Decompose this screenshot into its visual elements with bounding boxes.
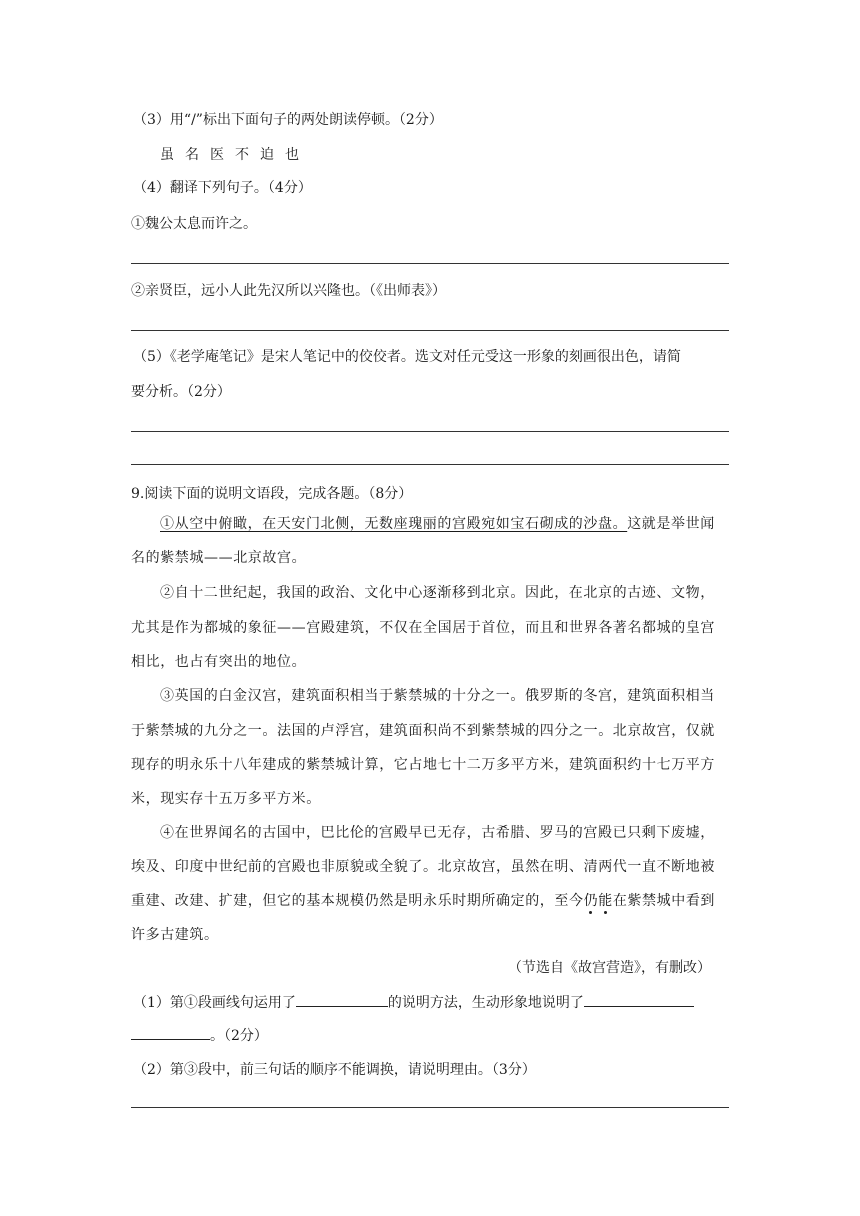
q9-paragraph4-line3 bbox=[131, 891, 715, 911]
q8-4-item1: ①魏公太息而许之。 bbox=[131, 216, 257, 232]
fill-blank-explanation[interactable] bbox=[584, 992, 694, 1007]
p4-line3-start: 重建、改建、扩建，但它的基本规模仍然是明永乐时期所确定的，至今 bbox=[131, 893, 584, 909]
q9-paragraph2-line1: ②自十二世纪起，我国的政治、文化中心逐渐移到北京。因此，在北京的古迹、文物， bbox=[160, 585, 715, 601]
q9-sub1 bbox=[133, 992, 694, 1013]
q9-paragraph4-line4: 许多古建筑。 bbox=[131, 927, 219, 943]
fill-blank-method[interactable] bbox=[296, 992, 388, 1007]
q9-source: （节选自《故宫营造》，有删改） bbox=[508, 960, 711, 976]
answer-line[interactable] bbox=[131, 431, 729, 432]
emphasis-dot-char: 能 bbox=[598, 893, 613, 909]
q9-paragraph4-line2: 埃及、印度中世纪前的宫殿也非原貌或全貌了。北京故宫，虽然在明、清两代一直不断地被 bbox=[131, 859, 715, 875]
q8-4-prompt: （4）翻译下列句子。（4分） bbox=[133, 180, 312, 196]
p4-line3-end: 在紫禁城中看到 bbox=[612, 893, 716, 909]
answer-line[interactable] bbox=[131, 330, 729, 331]
q9-paragraph1-line1 bbox=[160, 514, 715, 534]
q9-paragraph3-line3: 现存的明永乐十八年建成的紫禁城计算，它占地七十二万多平方米，建筑面积约十七万平方 bbox=[131, 757, 715, 773]
q9-paragraph3-line4: 米，现实存十五万多平方米。 bbox=[131, 791, 321, 807]
answer-line[interactable] bbox=[131, 263, 729, 264]
q9-paragraph4-line1: ④在世界闻名的古国中，巴比伦的宫殿早已无存，古希腊、罗马的宫殿已只剩下废墟， bbox=[160, 825, 715, 841]
q8-4-item2: ②亲贤臣，远小人此先汉所以兴隆也。（《出师表》） bbox=[131, 283, 446, 299]
q8-5-line1: （5）《老学庵笔记》是宋人笔记中的佼佼者。选文对任元受这一形象的刻画很出色，请简 bbox=[133, 349, 681, 365]
sub1-text-a: （1）第①段画线句运用了 bbox=[133, 995, 296, 1011]
q9-paragraph2-line2: 尤其是作为都城的象征——宫殿建筑，不仅在全国居于首位，而且和世界各著名都城的皇宫 bbox=[131, 620, 715, 636]
q8-3-prompt: （3）用“/”标出下面句子的两处朗读停顿。（2分） bbox=[133, 112, 443, 128]
underlined-sentence: ①从空中俯瞰，在天安门北侧，无数座瑰丽的宫殿宛如宝石砌成的沙盘。 bbox=[160, 516, 628, 532]
answer-line[interactable] bbox=[131, 464, 729, 465]
sub1-text-b: 的说明方法，生动形象地说明了 bbox=[387, 995, 584, 1011]
fill-blank-explanation-cont[interactable] bbox=[131, 1025, 210, 1040]
p1-rest: 这就是举世闻 bbox=[627, 516, 715, 532]
q8-5-line2: 要分析。（2分） bbox=[131, 384, 231, 400]
q9-sub2: （2）第③段中，前三句话的顺序不能调换，请说明理由。（3分） bbox=[133, 1062, 536, 1078]
q9-paragraph3-line1: ③英国的白金汉宫，建筑面积相当于紫禁城的十分之一。俄罗斯的冬宫，建筑面积相当 bbox=[160, 688, 715, 704]
q9-paragraph1-line2: 名的紫禁城——北京故宫。 bbox=[131, 550, 307, 566]
q9-heading: 9.阅读下面的说明文语段，完成各题。（8分） bbox=[131, 486, 413, 502]
q9-sub1-cont bbox=[131, 1025, 268, 1046]
sub1-text-c: 。（2分） bbox=[210, 1028, 268, 1044]
q9-paragraph2-line3: 相比，也占有突出的地位。 bbox=[131, 654, 307, 670]
answer-line[interactable] bbox=[131, 1107, 729, 1108]
emphasis-dot-char: 仍 bbox=[583, 893, 599, 909]
q9-paragraph3-line2: 于紫禁城的九分之一。法国的卢浮宫，建筑面积尚不到紫禁城的四分之一。北京故宫，仅就 bbox=[131, 723, 715, 739]
q8-3-sentence: 虽名医不迫也 bbox=[160, 147, 310, 163]
